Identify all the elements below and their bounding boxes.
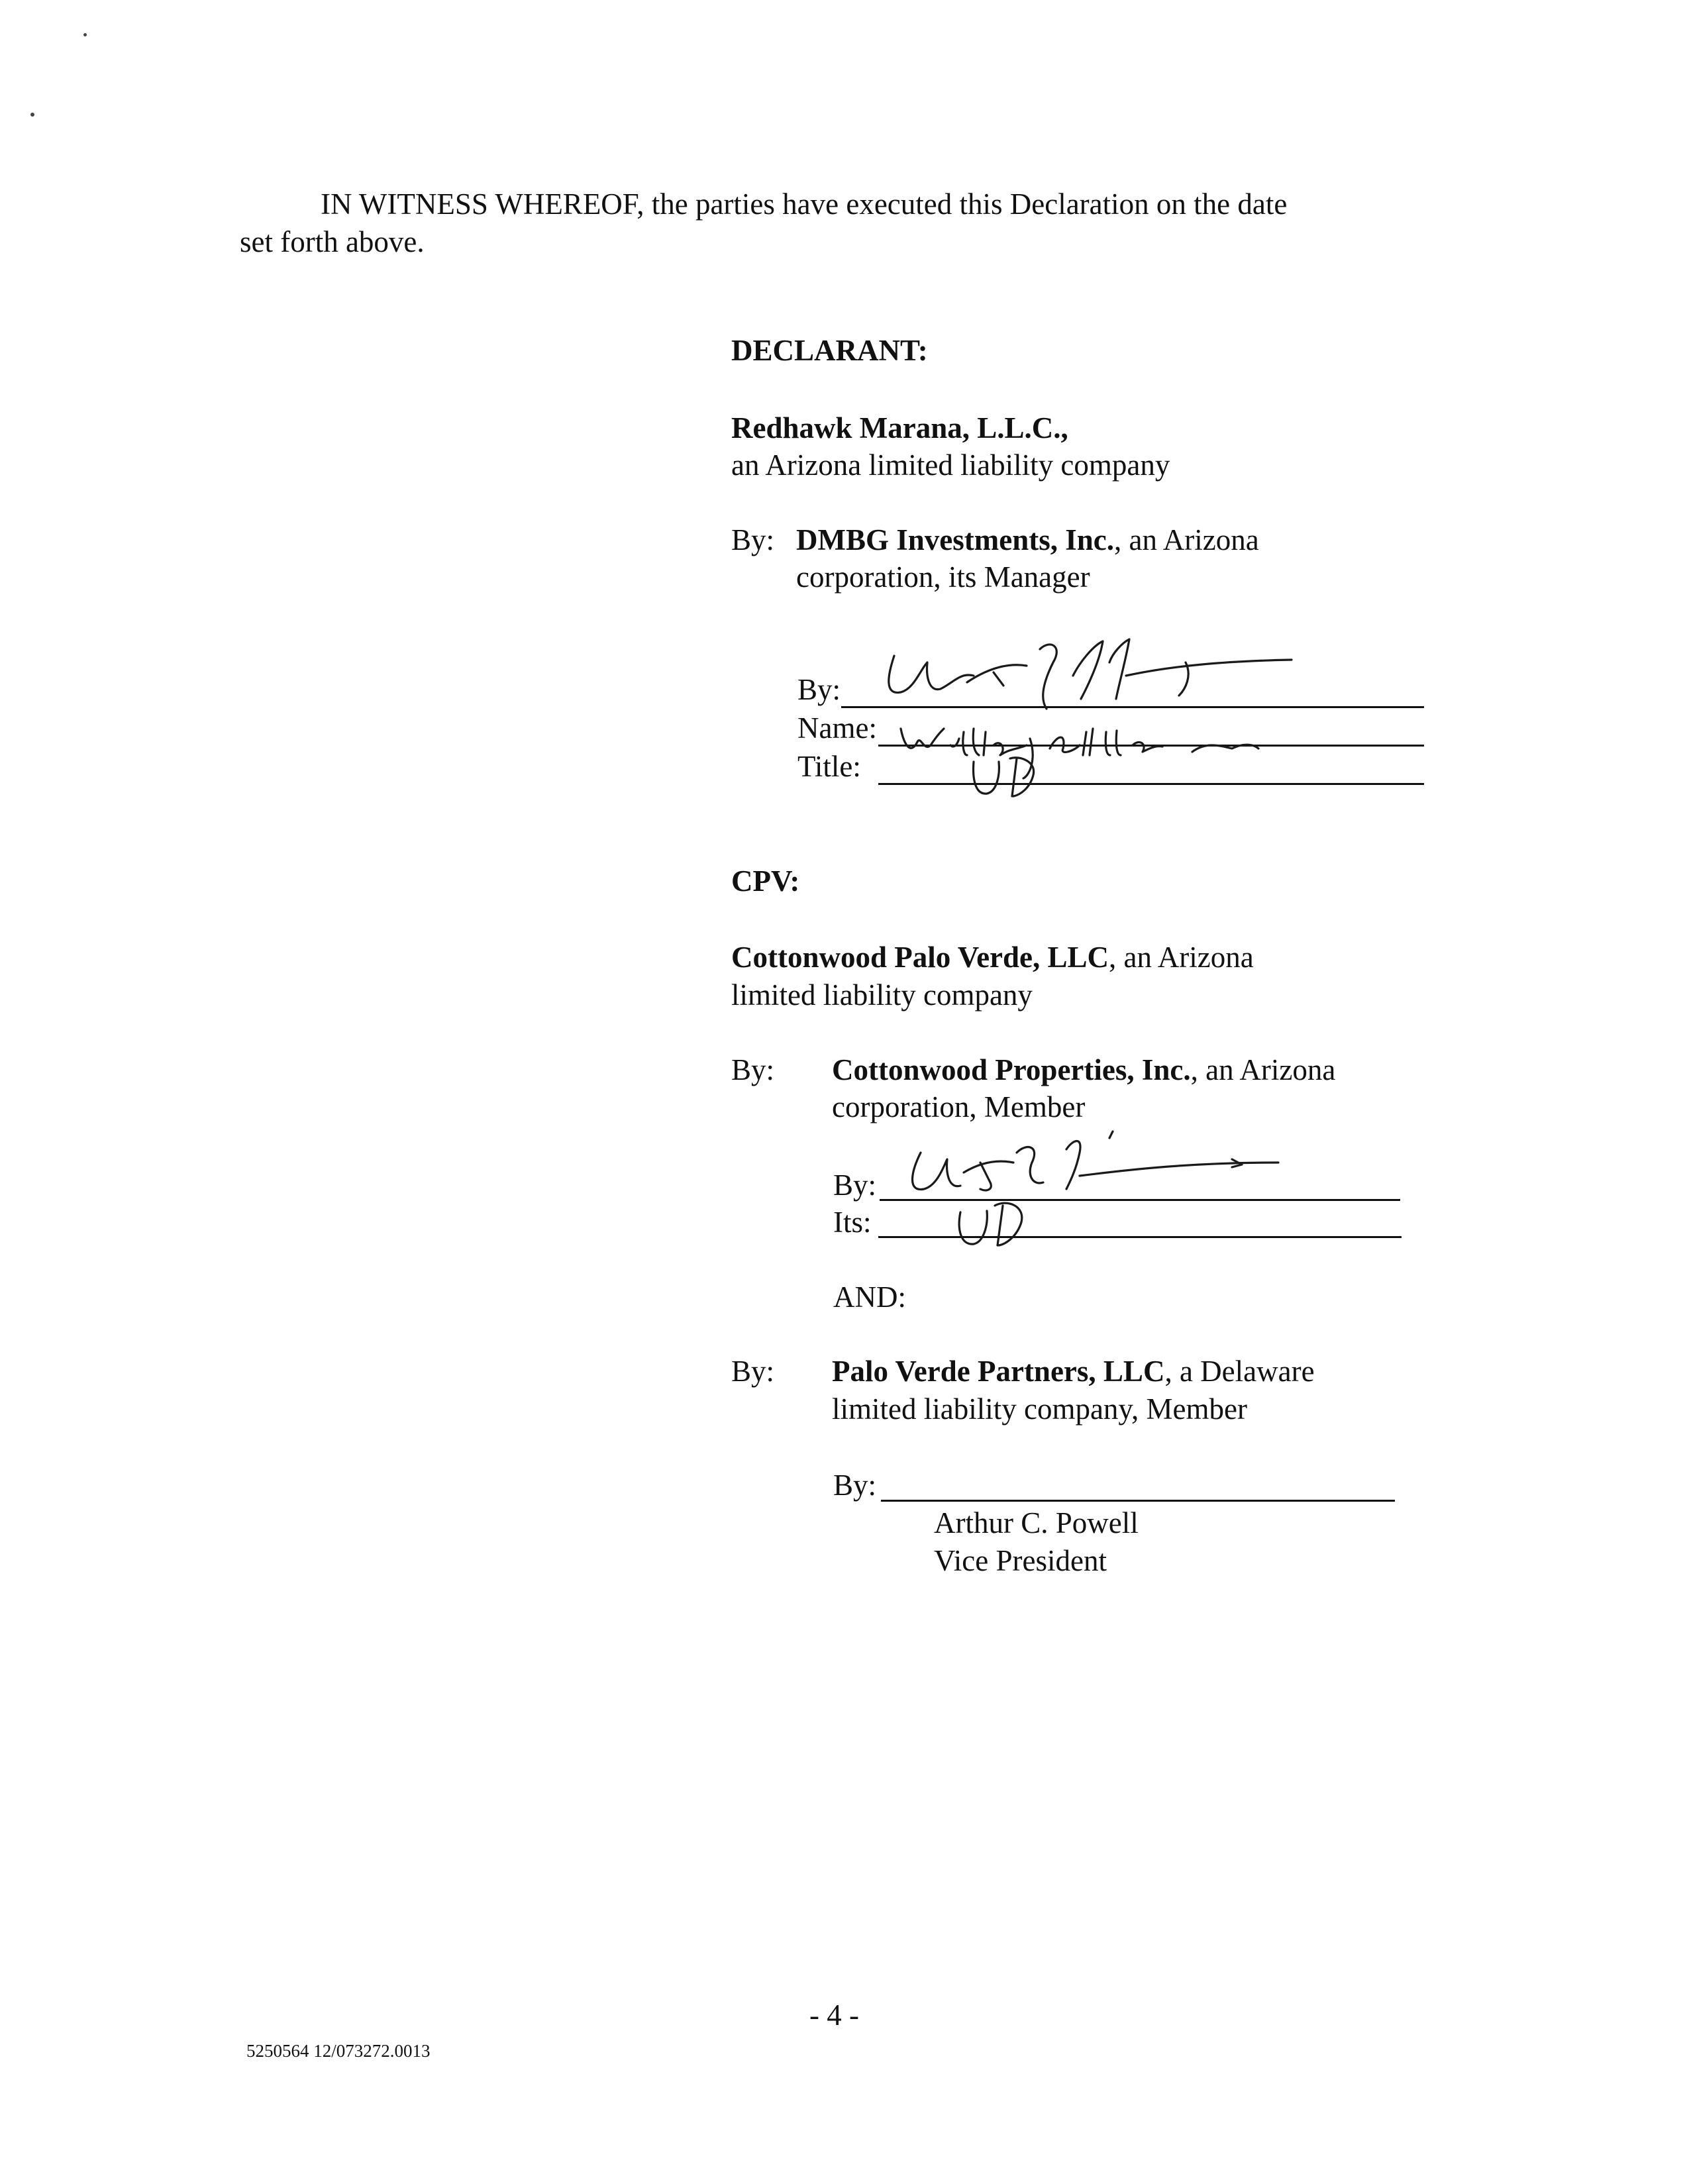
cpv-member2-sign-by-line — [881, 1500, 1395, 1502]
declarant-sign-by-label: By: — [797, 673, 841, 706]
cpv-member2-desc: , a Delaware — [1164, 1355, 1315, 1388]
declarant-signature-name — [888, 719, 1311, 772]
declarant-manager-name: DMBG Investments, Inc. — [796, 523, 1114, 556]
declarant-sign-title-label: Title: — [797, 750, 861, 783]
cpv-member1-sign-its-label: Its: — [833, 1206, 872, 1239]
cpv-member2-desc-2: limited liability company, Member — [832, 1392, 1247, 1426]
declarant-company-desc: an Arizona limited liability company — [731, 448, 1170, 482]
cpv-heading: CPV: — [731, 864, 800, 898]
declarant-heading: DECLARANT: — [731, 334, 928, 367]
cpv-member2-name: Palo Verde Partners, LLC — [832, 1355, 1165, 1388]
cpv-member2-signer-name: Arthur C. Powell — [934, 1506, 1139, 1539]
declarant-signature-title — [960, 749, 1080, 802]
cpv-company — [731, 938, 1254, 976]
cpv-member1-signature-its — [947, 1192, 1053, 1252]
cpv-member1-name: Cottonwood Properties, Inc. — [832, 1053, 1191, 1086]
cpv-member1-desc: , an Arizona — [1190, 1053, 1336, 1086]
cpv-member2 — [832, 1352, 1315, 1390]
declarant-signature — [874, 636, 1311, 715]
cpv-member1-sign-by-label: By: — [833, 1169, 877, 1202]
cpv-member1-desc-2: corporation, Member — [832, 1090, 1086, 1123]
cpv-and-label: AND: — [833, 1280, 906, 1314]
declarant-by-label: By: — [731, 523, 775, 556]
page-number: - 4 - — [809, 1999, 859, 2032]
cpv-member2-by-label: By: — [731, 1355, 775, 1388]
cpv-company-desc-2: limited liability company — [731, 978, 1033, 1012]
scan-speck — [30, 113, 34, 117]
declarant-manager-desc-2: corporation, its Manager — [796, 560, 1090, 594]
cpv-member2-sign-by-label: By: — [833, 1469, 877, 1502]
cpv-member2-signer-title: Vice President — [934, 1544, 1107, 1577]
declarant-sign-name-label: Name: — [797, 711, 877, 745]
witness-line-1: IN WITNESS WHEREOF, the parties have executed this Declaration on the date — [321, 187, 1288, 221]
cpv-company-desc: , an Arizona — [1109, 941, 1254, 974]
witness-line-2: set forth above. — [240, 225, 425, 258]
declarant-manager-desc: , an Arizona — [1114, 523, 1259, 556]
document-id: 5250564 12/073272.0013 — [246, 2041, 431, 2061]
declarant-company-name: Redhawk Marana, L.L.C., — [731, 411, 1068, 444]
declarant-manager — [796, 521, 1259, 559]
scan-speck — [83, 33, 87, 36]
cpv-company-name: Cottonwood Palo Verde, LLC — [731, 941, 1109, 974]
cpv-member1-by-label: By: — [731, 1053, 775, 1086]
cpv-member1 — [832, 1051, 1335, 1089]
